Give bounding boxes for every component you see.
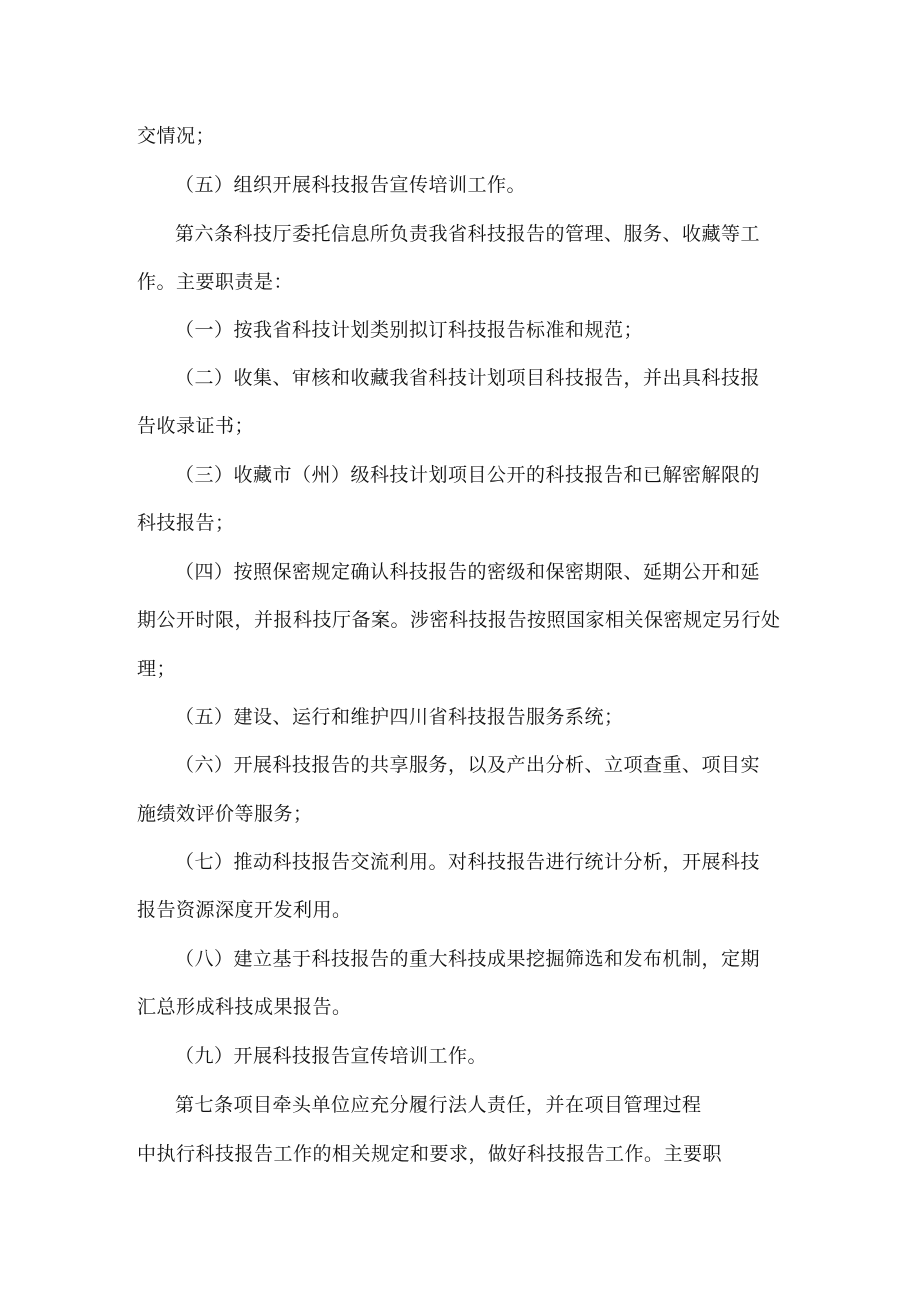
text-line: （七）推动科技报告交流利用。对科技报告进行统计分析，开展科技 (175, 851, 761, 873)
text-line: （四）按照保密规定确认科技报告的密级和保密期限、延期公开和延 (175, 561, 761, 583)
text-line: 期公开时限，并报科技厅备案。涉密科技报告按照国家相关保密规定另行处 (137, 609, 781, 631)
text-line: （一）按我省科技计划类别拟订科技报告标准和规范； (175, 319, 644, 341)
text-line: 交情况； (137, 125, 216, 147)
text-line: 告收录证书； (137, 415, 255, 437)
text-line: （二）收集、审核和收藏我省科技计划项目科技报告，并出具科技报 (175, 367, 761, 389)
text-line: （九）开展科技报告宣传培训工作。 (175, 1045, 488, 1067)
text-line: 理； (137, 658, 177, 680)
text-line: 科技报告； (137, 512, 235, 534)
text-line: （五）组织开展科技报告宣传培训工作。 (175, 174, 527, 196)
text-line: 施绩效评价等服务； (137, 803, 313, 825)
text-line: 作。主要职责是： (137, 271, 294, 293)
text-line: （三）收藏市（州）级科技计划项目公开的科技报告和已解密解限的 (175, 464, 761, 486)
text-line: 第六条科技厅委托信息所负责我省科技报告的管理、服务、收藏等工 (175, 223, 761, 245)
text-line: 汇总形成科技成果报告。 (137, 996, 352, 1018)
text-line: 中执行科技报告工作的相关规定和要求，做好科技报告工作。主要职 (137, 1143, 723, 1165)
text-line: 第七条项目牵头单位应充分履行法人责任，并在项目管理过程 (175, 1094, 702, 1116)
text-line: （八）建立基于科技报告的重大科技成果挖掘筛选和发布机制，定期 (175, 948, 761, 970)
text-line: 报告资源深度开发利用。 (137, 899, 352, 921)
text-line: （五）建设、运行和维护四川省科技报告服务系统； (175, 706, 624, 728)
text-line: （六）开展科技报告的共享服务，以及产出分析、立项查重、项目实 (175, 754, 761, 776)
